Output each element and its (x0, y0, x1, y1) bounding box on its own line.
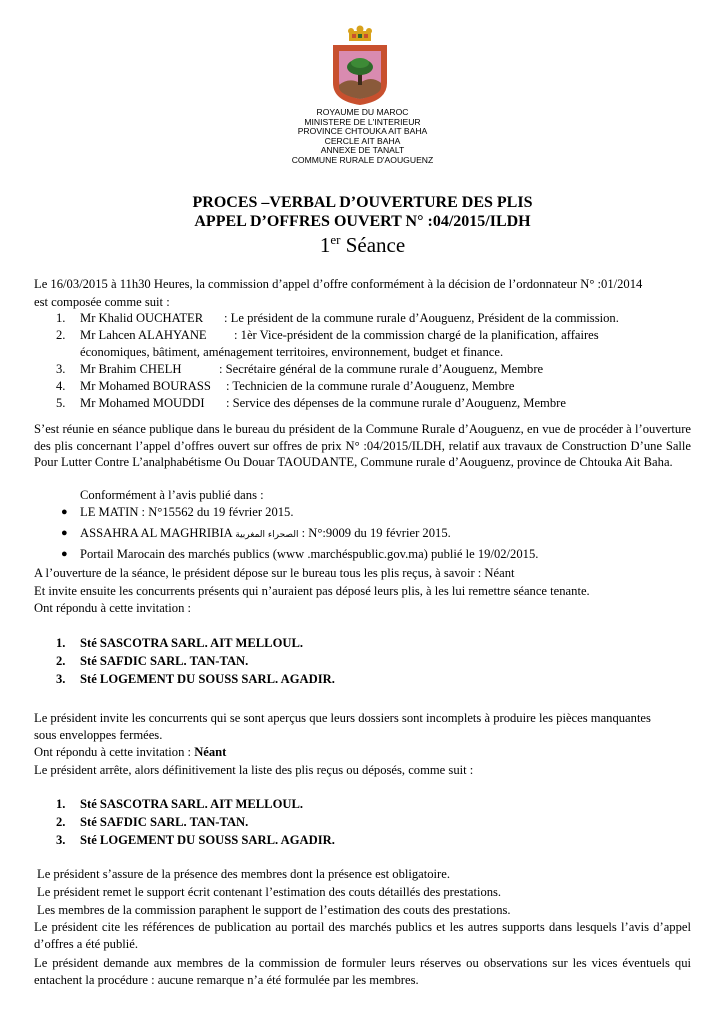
arabic-newspaper-name: الصحراء المغربية (235, 530, 299, 540)
member-name: Mr Khalid OUCHATER (80, 311, 204, 325)
member-row (0, 396, 725, 413)
member-name: Mr Mohamed MOUDDI (80, 396, 205, 410)
invitation-answer-value: Néant (194, 745, 227, 759)
bullet-icon: ● (61, 527, 68, 539)
seance-word: Séance (340, 233, 406, 257)
intro-line: est composée comme suit : (34, 295, 170, 309)
document-subtitle: APPEL D’OFFRES OUVERT N° :04/2015/ILDH (194, 213, 531, 230)
seance-heading (0, 232, 725, 258)
newspaper-name: ASSAHRA AL MAGHRIBIA (80, 526, 233, 540)
member-role-continued: économiques, bâtiment, aménagement territoires, environnement, budget et finance. (80, 345, 504, 359)
company-number: 2. (56, 815, 66, 829)
company-name: Sté SAFDIC SARL. TAN-TAN. (80, 815, 249, 829)
administration-header (250, 108, 475, 166)
publication-item: LE MATIN : N°15562 du 19 février 2015. (80, 505, 294, 519)
member-row (0, 311, 725, 328)
company-name: Sté SASCOTRA SARL. AIT MELLOUL. (80, 636, 304, 650)
header-line: MINISTERE DE L'INTERIEUR (304, 116, 421, 127)
invitation-line: Le président invite les concurrents qui se sont aperçus que leurs dossiers sont incomplets à produire les pièces manquantes (34, 711, 651, 725)
final-companies-list (0, 797, 725, 851)
company-name: Sté SASCOTRA SARL. AIT MELLOUL. (80, 797, 304, 811)
opening-line: Et invite ensuite les concurrents présents qui n’auraient pas déposé leurs plis, à les lui remettre séance tenante. (34, 584, 590, 598)
commune-emblem-icon (327, 25, 393, 107)
intro-line: Le 16/03/2015 à 11h30 Heures, la commission d’appel d’offre conformément à la décision de l’ordonnateur N° :01/2014 (34, 277, 643, 291)
closing-paragraph: Le président demande aux membres de la commission de formuler leurs réserves ou observations sur les vices éventuels qui entachent la procédure : aucune remarque n’a été formulée par les membres. (34, 956, 691, 987)
company-number: 3. (56, 672, 66, 686)
company-number: 1. (56, 636, 66, 650)
members-list (0, 311, 725, 411)
member-role: : 1èr Vice-président de la commission chargé de la planification, affaires (234, 328, 599, 342)
companies-list (0, 636, 725, 690)
publications-list (0, 505, 725, 565)
final-list-intro: Le président arrête, alors définitivement la liste des plis reçus ou déposés, comme suit : (34, 763, 474, 777)
opening-line: Ont répondu à cette invitation : (34, 601, 192, 615)
closing-line: Le président remet le support écrit contenant l’estimation des couts détaillés des prestations. (37, 885, 502, 899)
seance-number: 1 (319, 233, 331, 257)
invitation-answer (34, 744, 226, 760)
header-line: COMMUNE RURALE D'AOUGUENZ (291, 154, 434, 165)
publication-item (80, 526, 451, 541)
invitation-line: sous enveloppes fermées. (34, 728, 163, 742)
crown-icon (348, 26, 372, 42)
company-name: Sté SAFDIC SARL. TAN-TAN. (80, 654, 249, 668)
member-row (0, 362, 725, 379)
document-title: PROCES –VERBAL D’OUVERTURE DES PLIS (192, 194, 533, 211)
bullet-icon: ● (61, 548, 68, 560)
closing-paragraph: Le président cite les références de publication au portail des marchés publics et les autres supports dans lesquels l’avis d’appel d’offres a été publié. (34, 920, 691, 951)
member-name: Mr Lahcen ALAHYANE (80, 328, 207, 342)
bullet-icon: ● (61, 506, 68, 518)
publication-item: Portail Marocain des marchés publics (www .marchéspublic.gov.ma) publié le 19/02/2015. (80, 547, 539, 561)
company-name: Sté LOGEMENT DU SOUSS SARL. AGADIR. (80, 833, 335, 847)
newspaper-issue: : N°:9009 du 19 février 2015. (301, 526, 451, 540)
invitation-answer-label: Ont répondu à cette invitation : (34, 745, 195, 759)
member-number: 1. (56, 311, 66, 325)
company-number: 2. (56, 654, 66, 668)
publication-intro: Conformément à l’avis publié dans : (80, 488, 264, 502)
header-line: CERCLE AIT BAHA (324, 135, 401, 146)
member-number: 5. (56, 396, 66, 410)
member-number: 2. (56, 328, 66, 342)
member-number: 3. (56, 362, 66, 376)
closing-line: Les membres de la commission paraphent le support de l’estimation des couts des prestations. (37, 903, 511, 917)
member-role: : Le président de la commune rurale d’Aouguenz, Président de la commission. (224, 311, 619, 325)
member-number: 4. (56, 379, 66, 393)
member-row (0, 328, 725, 362)
member-name: Mr Mohamed BOURASS (80, 379, 211, 393)
meeting-paragraph: S’est réunie en séance publique dans le bureau du président de la Commune Rurale d’Aouguenz, en vue de procéder à l’ouverture des plis concernant l’appel d’offres ouvert sur offres de prix N° :04/2015/ILDH, relatif aux travaux de Construction D’une Salle Pour Lutter Contre L’analphabétisme Ou Douar TAOUDANTE, Commune rurale d’Aouguenz, province de Chtouka Ait Baha. (34, 422, 691, 469)
header-line: PROVINCE CHTOUKA AIT BAHA (297, 126, 428, 137)
member-role: : Secrétaire général de la commune rurale d’Aouguenz, Membre (219, 362, 544, 376)
header-line: ANNEXE DE TANALT (320, 145, 405, 156)
company-number: 3. (56, 833, 66, 847)
member-role: : Technicien de la commune rurale d’Aouguenz, Membre (226, 379, 515, 393)
member-row (0, 379, 725, 396)
opening-line: A l’ouverture de la séance, le président dépose sur le bureau tous les plis reçus, à savoir : Néant (34, 566, 515, 580)
company-number: 1. (56, 797, 66, 811)
member-name: Mr Brahim CHELH (80, 362, 182, 376)
seance-superscript: er (330, 232, 341, 247)
member-role: : Service des dépenses de la commune rurale d’Aouguenz, Membre (226, 396, 566, 410)
header-line: ROYAUME DU MAROC (316, 107, 409, 117)
closing-line: Le président s’assure de la présence des membres dont la présence est obligatoire. (37, 867, 450, 881)
company-name: Sté LOGEMENT DU SOUSS SARL. AGADIR. (80, 672, 335, 686)
